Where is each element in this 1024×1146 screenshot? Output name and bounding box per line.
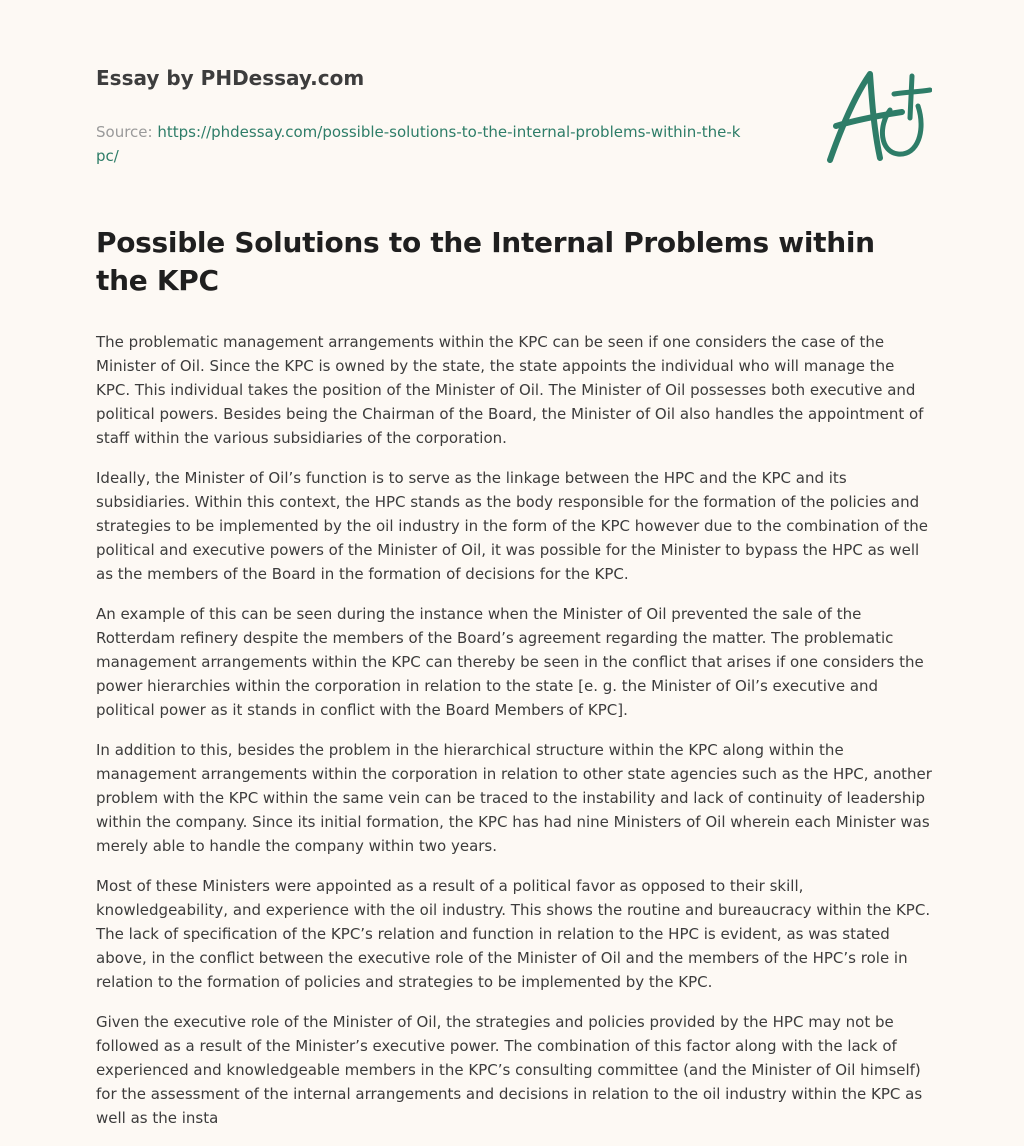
a-plus-logo-icon: [820, 66, 932, 170]
header: [96, 64, 776, 168]
article-paragraph: Most of these Ministers were appointed as a result of a political favor as opposed to their skill, knowledgeability, and experience with the oil industry. This shows the routine and bureaucracy within the KPC. The lack of specification of the KPC’s relation and function in relation to the HPC is evident, as was stated above, in the conflict between the executive role of the Minister of Oil and the members of the HPC’s role in relation to the formation of policies and strategies to be implemented by the KPC.: [96, 877, 931, 991]
site-title: Essay by PHDessay.com: [96, 66, 365, 90]
article-paragraph: The problematic management arrangements within the KPC can be seen if one considers the case of the Minister of Oil. Since the KPC is owned by the state, the state appoints the individual who will manage the KPC. This individual takes the position of the Minister of Oil. The Minister of Oil possesses both executive and political powers. Besides being the Chairman of the Board, the Minister of Oil also handles the appointment of staff within the various subsidiaries of the corporation.: [96, 333, 924, 447]
article: [96, 224, 932, 1146]
article-paragraph: Given the executive role of the Minister of Oil, the strategies and policies provided by the HPC may not be followed as a result of the Minister’s executive power. The combination of this factor along with the lack of experienced and knowledgeable members in the KPC’s consulting committee (and the Minister of Oil himself) for the assessment of the internal arrangements and decisions in relation to the oil industry within the KPC as well as the insta: [96, 1013, 923, 1127]
source-label: Source:: [96, 123, 153, 141]
source-line: [96, 120, 746, 168]
article-paragraph: In addition to this, besides the problem in the hierarchical structure within the KPC along within the management arrangements within the corporation in relation to other state agencies such as the HPC, another problem with the KPC within the same vein can be traced to the instability and lack of continuity of leadership within the company. Since its initial formation, the KPC has had nine Ministers of Oil wherein each Minister was merely able to handle the company within two years.: [96, 741, 932, 855]
article-paragraph: An example of this can be seen during the instance when the Minister of Oil prevented the sale of the Rotterdam refinery despite the members of the Board’s agreement regarding the matter. The problematic management arrangements within the KPC can thereby be seen in the conflict that arises if one considers the power hierarchies within the corporation in relation to the state [e. g. the Minister of Oil’s executive and political power as it stands in conflict with the Board Members of KPC].: [96, 605, 924, 719]
article-title: Possible Solutions to the Internal Problems within the KPC: [96, 226, 875, 297]
article-paragraph: Ideally, the Minister of Oil’s function is to serve as the linkage between the HPC and the KPC and its subsidiaries. Within this context, the HPC stands as the body responsible for the formation of the policies and strategies to be implemented by the oil industry in the form of the KPC however due to the combination of the political and executive powers of the Minister of Oil, it was possible for the Minister to bypass the HPC as well as the members of the Board in the formation of decisions for the KPC.: [96, 469, 929, 583]
source-link[interactable]: https://phdessay.com/possible-solutions-to-the-internal-problems-within-the-kpc/: [96, 123, 741, 165]
